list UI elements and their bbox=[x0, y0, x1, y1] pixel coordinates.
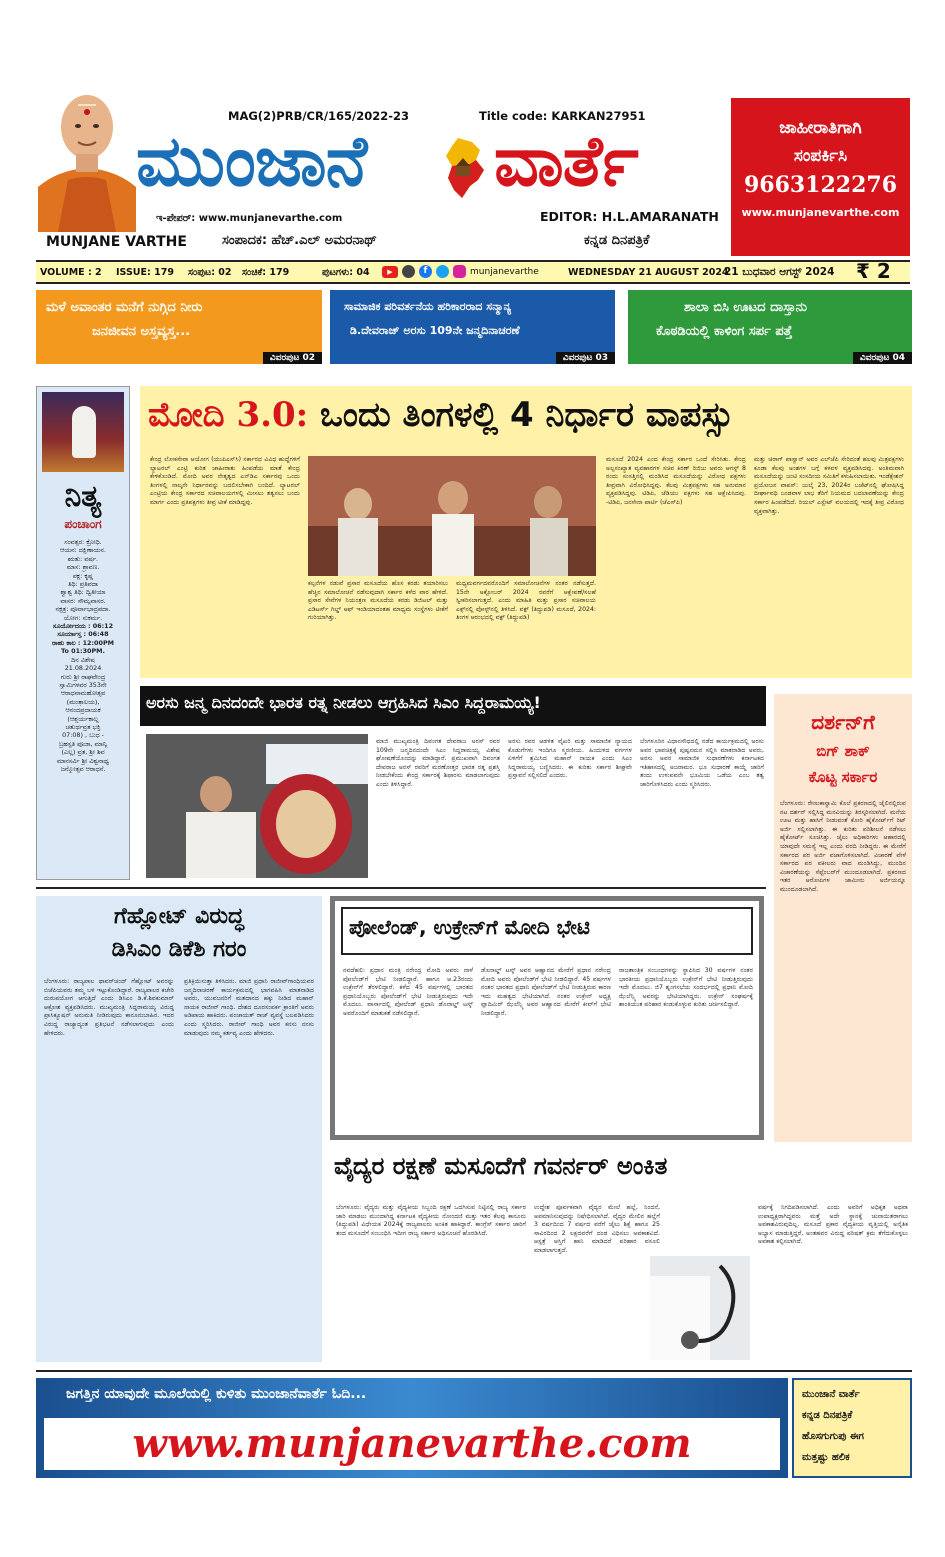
teaser-1-page: ವಿವರಪುಟ 02 bbox=[263, 352, 322, 364]
bharat-headline: ಅರಸು ಜನ್ಮ ದಿನದಂದೇ ಭಾರತ ರತ್ನ ನೀಡಲು ಆಗ್ರಹಿಸಿದ ಸಿಎಂ ಸಿದ್ದರಾಮಯ್ಯ! bbox=[140, 686, 766, 726]
bharat-column-2: ಅರಸು ರವರ ಆಡಳಿತ ವೈಖರಿ ಮತ್ತು ಸಾಮಾಜಿಕ ನ್ಯಾಯದ ಕೊಡುಗೆಗಳು ಇಂದಿಗೂ ಸ್ಮರಣೀಯ. ಹಿಂದುಳಿದ ವರ್ಗಗಳ ಏಳಿಗೆಗೆ ಶ್ರಮಿಸಿದ ಮಹಾನ್ ನಾಯಕ ಎಂದು ಸಿಎಂ ಸಿದ್ದರಾಮಯ್ಯ ಬಣ್ಣಿಸಿದರು. ಈ ಕುರಿತು ಸರ್ಕಾರ ಶೀಘ್ರವೇ ಪ್ರಸ್ತಾವನೆ ಸಲ್ಲಿಸಲಿದೆ ಎಂದರು. bbox=[508, 738, 632, 780]
volume: VOLUME : 2 bbox=[40, 267, 102, 278]
twitter-icon[interactable] bbox=[436, 265, 449, 278]
poland-headline: ಪೋಲೆಂಡ್, ಉಕ್ರೇನ್‌ಗೆ ಮೋದಿ ಭೇಟಿ bbox=[341, 907, 753, 955]
panchanga-line: ರಾಹು ಕಾಲ : 12:00PM bbox=[52, 638, 114, 647]
doctor-story bbox=[330, 1148, 912, 1362]
panchanga-line: ತಿಥಿ: ಪ್ರತಿಪದಾ bbox=[68, 580, 98, 589]
editor-kannada: ಸಂಪಾದಕ: ಹೆಚ್.ಎಲ್ ಅಮರನಾಥ್ bbox=[222, 233, 377, 248]
darshan-body: ಬೆಂಗಳೂರು: ರೇಣುಕಾಸ್ವಾಮಿ ಕೊಲೆ ಪ್ರಕರಣದಲ್ಲಿ ಜೈಲಿನಲ್ಲಿರುವ ನಟ ದರ್ಶನ್ ಸಲ್ಲಿಸಿದ್ದ ಮನವಿಯನ್ನು ತಿರಸ್ಕರಿಸಲಾಗಿದೆ. ಮನೆಯ ಊಟ ಮತ್ತು ಹಾಸಿಗೆ ನೀಡುವಂತೆ ಕೋರಿ ಹೈಕೋರ್ಟ್‌ಗೆ ರಿಟ್ ಅರ್ಜಿ ಸಲ್ಲಿಸಲಾಗಿತ್ತು. ಈ ಕುರಿತು ಪರಿಶೀಲನೆ ನಡೆಸಲು ಹೈಕೋರ್ಟ್ ಸೂಚಿಸಿತ್ತು. ಜೈಲು ಅಧಿಕಾರಿಗಳು ಆಹಾರದಲ್ಲಿ ಯಾವುದೇ ಸಮಸ್ಯೆ ಇಲ್ಲ ಎಂದು ವರದಿ ನೀಡಿದ್ದರು. ಈ ಮೇರೆಗೆ ಸರ್ಕಾರದ ಪರ ಅರ್ಜಿ ವಜಾಗೊಳಿಸಲಾಗಿದೆ. ವಿಚಾರಣೆ ವೇಳೆ ಸರ್ಕಾರದ ಪರ ವಕೀಲರು ವಾದ ಮಂಡಿಸಿದ್ದು, ಮುಂದಿನ ವಿಚಾರಣೆಯನ್ನು ಸೆಪ್ಟೆಂಬರ್‌ಗೆ ಮುಂದೂಡಲಾಗಿದೆ. ಪ್ರಕರಣದ ಇತರ ಆರೋಪಿಗಳ ಜಾಮೀನು ಅರ್ಜಿಯನ್ನೂ ಮುಂದೂಡಲಾಗಿದೆ. bbox=[780, 800, 906, 893]
section-divider bbox=[36, 887, 766, 889]
lead-headline-prefix: ಮೋದಿ 3.0: bbox=[148, 395, 309, 435]
epaper-url[interactable]: ಇ-ಪೇಪರ್: www.munjanevarthe.com bbox=[156, 213, 343, 224]
web-icon[interactable] bbox=[402, 265, 415, 278]
teaser-1[interactable] bbox=[36, 290, 322, 364]
pages: ಪುಟಗಳು: 04 bbox=[322, 267, 370, 278]
stethoscope-photo bbox=[650, 1256, 750, 1360]
ad-url[interactable]: www.munjanevarthe.com bbox=[741, 206, 900, 219]
poland-column-1: ನವದೆಹಲಿ: ಪ್ರಧಾನ ಮಂತ್ರಿ ನರೇಂದ್ರ ಮೋದಿ ಅವರು ನಾಳೆ ಪೋಲೆಂಡ್‌ಗೆ ಭೇಟಿ ನೀಡಲಿದ್ದಾರೆ. ಹಾಗೂ ಆ.23ರಂದು ಉಕ್ರೇನ್‌ಗೆ ತೆರಳಲಿದ್ದಾರೆ. ಕಳೆದ 45 ವರ್ಷಗಳಲ್ಲಿ ಭಾರತದ ಪ್ರಧಾನಿಯೊಬ್ಬರು ಪೋಲೆಂಡ್‌ಗೆ ಭೇಟಿ ನೀಡುತ್ತಿರುವುದು ಇದೇ ಮೊದಲು. ವಾರ್ಸಾದಲ್ಲಿ ಪೋಲೆಂಡ್ ಪ್ರಧಾನಿ ಡೊನಾಲ್ಡ್ ಟಸ್ಕ್ ಅವರೊಂದಿಗೆ ಮಾತುಕತೆ ನಡೆಸಲಿದ್ದಾರೆ. bbox=[343, 967, 473, 1017]
panchanga-line: ಆಯನ: ದಕ್ಷಿಣಾಯನ. bbox=[60, 546, 106, 555]
panchanga-line: ಶ್ವಾಶ್ವ ತಿಥಿ: ದ್ವಿತೀಯಾ bbox=[60, 588, 106, 597]
teaser-3-line-1: ಶಾಲಾ ಬಿಸಿ ಊಟದ ದಾಸ್ತಾನು bbox=[684, 300, 808, 315]
panchanga-line: 21.08.2024 bbox=[64, 664, 102, 673]
lead-column-2: ಕಲ್ಪನೆಗಳ ನಡುವೆ ಪ್ರಸಾರ ಮಸೂದೆಯ ಹೊಸ ಕರಡು ತಯಾರಿಸಲು ಹೆಚ್ಚಿನ ಸಮಾಲೋಚನೆ ನಡೆಸುವುದಾಗಿ ಸರ್ಕಾರ ಕಳೆದ ವಾರ ಹೇಳಿದೆ. ಪ್ರಸಾರ ಸೇವೆಗಳ ನಿಯಂತ್ರಣ ಮಸೂದೆಯ ಕರಡು ಡಿಜಿಟಲ್ ಮತ್ತು ಎಡಿಟರ್ಸ್ ಗಿಲ್ಡ್ ಆಫ್ ಇಂಡಿಯಾದಂತಹ ಮಾಧ್ಯಮ ಸಂಸ್ಥೆಗಳು ಟೀಕೆಗೆ ಗುರಿಯಾಗಿತ್ತು. bbox=[308, 580, 448, 622]
instagram-icon[interactable] bbox=[453, 265, 466, 278]
newspaper-title-left: ಮುಂಜಾನೆ bbox=[136, 120, 367, 202]
bharat-photo bbox=[146, 734, 368, 878]
panchanga-line: ಆರಾಧನಾಮಹೋತ್ಸವ bbox=[60, 689, 106, 698]
banner-line-1: ಜಗತ್ತಿನ ಯಾವುದೇ ಮೂಲೆಯಲ್ಲಿ ಕುಳಿತು ಮುಂಜಾನೆವಾರ್ತೆ ಓದಿ... bbox=[66, 1386, 367, 1402]
footer-banner[interactable] bbox=[36, 1378, 912, 1478]
panchanga-line: (ಮಂತ್ರಾಲಯ), bbox=[66, 697, 100, 706]
banner-side-3: ಹೊಸಗುಗುಪು ಈಗ bbox=[802, 1431, 864, 1442]
panchanga-line: ಆನಂದಪ್ರದಾಯಕ bbox=[65, 706, 101, 715]
swami-portrait bbox=[38, 82, 136, 232]
doctor-column-3: ವರ್ಷಕ್ಕೆ ನಿಗದಿಪಡಿಸಲಾಗಿದೆ. ಎಂದು ಅವರಿಗೆ ಅಧಿಕೃತ ಅಥವಾ ಉಪಾಧ್ಯಕ್ಷರಾಗಿದ್ದವರು ಮತ್ತೆ ಅದೇ ಸ್ಥಾನಕ್ಕೆ ಚುನಾಯಿತರಾಗಲು ಅವಕಾಶವಿರುವುದಿಲ್ಲ. ಮಸೂದೆ ಪ್ರಕಾರ ವೈದ್ಯಕೀಯ ವೃತ್ತಿಯಲ್ಲಿ ಅನೈತಿಕ ಅಭ್ಯಾಸ ಮಾಡುತ್ತಿದ್ದರೆ, ಅಂತಹವರ ವಿರುದ್ಧ ಪರಿಷತ್ ಕ್ರಮ ತೆಗೆದುಕೊಳ್ಳಲು ಅವಕಾಶ ಕಲ್ಪಿಸಲಾಗಿದೆ. bbox=[758, 1204, 908, 1246]
bharat-column-3: ಬೆಂಗಳೂರಿನ ವಿಧಾನಸೌಧದಲ್ಲಿ ನಡೆದ ಕಾರ್ಯಕ್ರಮದಲ್ಲಿ ಅರಸು ಅವರ ಭಾವಚಿತ್ರಕ್ಕೆ ಪುಷ್ಪನಮನ ಸಲ್ಲಿಸಿ ಮಾತನಾಡಿದ ಅವರು, ಅರಸು ಅವರ ಸಾಮಾಜಿಕ ಸುಧಾರಣೆಗಳು ಕರ್ನಾಟಕದ ಇತಿಹಾಸದಲ್ಲಿ ಅಜರಾಮರ. ಭೂ ಸುಧಾರಣೆ ಕಾಯ್ದೆ ಜಾರಿಗೆ ತಂದು ಉಳುವವನೇ ಭೂಮಿಯ ಒಡೆಯ ಎಂಬ ತತ್ವ ಜಾರಿಗೊಳಿಸಿದರು ಎಂದು ಸ್ಮರಿಸಿದರು. bbox=[640, 738, 764, 788]
poland-story bbox=[330, 896, 764, 1140]
brand-english: MUNJANE VARTHE bbox=[46, 234, 187, 250]
banner-side-2: ಕನ್ನಡ ದಿನಪತ್ರಿಕೆ bbox=[802, 1410, 853, 1421]
lead-photo bbox=[308, 456, 596, 576]
lead-column-1: ಕೇಂದ್ರ ಲೋಕಸೇವಾ ಆಯೋಗ (ಯುಪಿಎಸ್‌ಸಿ) ಸರ್ಕಾರದ ವಿವಿಧ ಹುದ್ದೆಗಳಿಗೆ ಲ್ಯಾಟರಲ್ ಎಂಟ್ರಿ ಕುರಿತ ಜಾಹೀರಾತು ಹಿಂಪಡೆಯ ಮಾತೆ ಕೇಂದ್ರ ಕೇಳಿಕೊಂಡಿದೆ. ಮೋದಿ ಅವರ ನೇತೃತ್ವದ ಎನ್‌ಡಿಎ ಸರ್ಕಾರವು ಒಂದು ತಿಂಗಳಲ್ಲಿ ನಾಲ್ಕನೇ ನಿರ್ಧಾರವನ್ನು ಬದಲಿಸಬೇಕಾಗಿ ಬಂದಿದೆ. ಲ್ಯಾಟರಲ್ ಎಂಟ್ರಿಯ ಕೇಂದ್ರ ಸರ್ಕಾರದ ಸಚಿವಾಲಯಗಳಲ್ಲಿ ಮೀಸಲು ತತ್ವಸಲು ಬಂದು ಮಾರ್ಗ ಎಂದು ಪ್ರತಿಪಕ್ಷಗಳು ತೀವ್ರ ಟೀಕೆ ಮಾಡಿದ್ದವು. bbox=[150, 456, 300, 506]
banner-side bbox=[792, 1378, 912, 1478]
gehlot-story bbox=[36, 896, 322, 1362]
panchanga-line: ದಿನ ವಿಶೇಷ bbox=[71, 655, 95, 664]
issue-kannada: ಸಂಚಿಕೆ: 179 bbox=[242, 267, 290, 278]
bharat-column-1: ಮಾಜಿ ಮುಖ್ಯಮಂತ್ರಿ ದಿವಂಗತ ದೇವರಾಜ ಅರಸ್ ರವರ 109ನೇ ಜನ್ಮದಿನದಂದೇ ಸಿಎಂ ಸಿದ್ದರಾಮಯ್ಯ ವಿಶೇಷ ಘೋಷಣೆಯೊಂದನ್ನು ಮಾಡಿದ್ದಾರೆ. ಪ್ರಮುಖವಾಗಿ ದಿವಂಗತ ದೇವರಾಜ ಅರಸ್ ರವರಿಗೆ ಮರಣೋತ್ತರ ಭಾರತ ರತ್ನ ಪ್ರಶಸ್ತಿ ನೀಡಬೇಕೆಂದು ಕೇಂದ್ರ ಸರ್ಕಾರಕ್ಕೆ ಶಿಫಾರಸು ಮಾಡಲಾಗುವುದು ಎಂದು ತಿಳಿಸಿದ್ದಾರೆ. bbox=[376, 738, 500, 788]
editor-english: EDITOR: H.L.AMARANATH bbox=[540, 209, 719, 224]
panchanga-line: ಸೂರ್ಯಾಸ್ತ : 06:48 bbox=[57, 630, 109, 639]
date-kannada: 21 ಬುಧವಾರ ಆಗಸ್ಟ್ 2024 bbox=[724, 266, 835, 278]
date-english: WEDNESDAY 21 AUGUST 2024 bbox=[568, 267, 729, 278]
volume-kannada: ಸಂಪುಟ: 02 bbox=[188, 267, 232, 278]
banner-side-4: ಮತ್ತಷ್ಟು ಹಲಿಕ bbox=[802, 1452, 850, 1463]
price: ₹ 2 bbox=[856, 259, 891, 283]
panchanga-line: ಸ್ವಾಮಿಗಳವರ 353ನೇ bbox=[59, 680, 107, 689]
panchanga-line: (ಎಲ್ಲ) ವ್ರತ, ಶ್ರೀ ಶಿವ bbox=[61, 748, 105, 757]
gehlot-column-2: ಪ್ರತಿಕ್ರಿಯಿಸುತ್ತಾ ತಿಳಿಸಿದರು. ಮಾಜಿ ಪ್ರಧಾನಿ ರಾಜೀವ್‌ಗಾಂಧಿಯವರ ಜನ್ಮದಿನಾಚರಣೆ ಕಾರ್ಯಕ್ರಮದಲ್ಲಿ ಭಾಗವಹಿಸಿ ಮಾತನಾಡಿದ ಅವರು, ಯುವಜನರಿಗೆ ಮತದಾನದ ಹಕ್ಕು ನೀಡಿದ ಮಹಾನ್ ನಾಯಕ ರಾಜೀವ್ ಗಾಂಧಿ. ದೇಶದ ದೂರಸಂಪರ್ಕ ಕ್ರಾಂತಿಗೆ ಅವರು ಅಡಿಪಾಯ ಹಾಕಿದರು. ಪಂಚಾಯತ್ ರಾಜ್ ವ್ಯವಸ್ಥೆ ಬಲಪಡಿಸಿದರು ಎಂದು ಸ್ಮರಿಸಿದರು. ರಾಜೀವ್ ಗಾಂಧಿ ಅವರ ಕನಸು ನನಸು ಮಾಡುವುದು ನಮ್ಮ ಕರ್ತವ್ಯ ಎಂದು ಹೇಳಿದರು. bbox=[184, 978, 314, 1037]
youtube-icon[interactable]: ▶ bbox=[382, 266, 398, 278]
footer-divider bbox=[36, 1370, 912, 1372]
teaser-2-page: ವಿವರಪುಟ 03 bbox=[556, 352, 615, 364]
panchanga-line: To 01:30PM. bbox=[61, 647, 105, 656]
panchanga-column bbox=[36, 386, 130, 880]
panchanga-line: ಮಾನಸರ್ವಿ ಶ್ರೀ ವಿಶ್ವನಾಥ್ವ bbox=[56, 756, 110, 765]
panchanga-title-1: ನಿತ್ಯ bbox=[64, 479, 102, 514]
advertisement-box[interactable] bbox=[731, 98, 910, 256]
poland-column-2: ಡೊನಾಲ್ಡ್ ಟಸ್ಕ್ ಅವರ ಆಹ್ವಾನದ ಮೇರೆಗೆ ಪ್ರಧಾನ ನರೇಂದ್ರ ಮೋದಿ ಅವರು ಪೋಲೆಂಡ್‌ಗೆ ಭೇಟಿ ನೀಡಲಿದ್ದಾರೆ. 45 ವರ್ಷಗಳ ನಂತರ ಭಾರತದ ಪ್ರಧಾನಿ ಪೋಲೆಂಡ್‌ಗೆ ಭೇಟಿ ನೀಡುತ್ತಿರುವ ಕಾರಣ ಇದು ಮಹತ್ವದ ಭೇಟಿಯಾಗಿದೆ. ನಂತರ ಉಕ್ರೇನ್ ಅಧ್ಯಕ್ಷ ವ್ಲಾದಿಮಿರ್ ಝೆಲೆನ್ಸ್ಕಿ ಅವರ ಆಹ್ವಾನದ ಮೇರೆಗೆ ಕೀವ್‌ಗೆ ಭೇಟಿ ನೀಡಲಿದ್ದಾರೆ. bbox=[481, 967, 611, 1017]
panchanga-line: ಬ್ರಹಸ್ಪತಿ ಪೂಜಾ, ಮಾನ್ಯಿ bbox=[58, 739, 108, 748]
issue: ISSUE: 179 bbox=[116, 267, 174, 278]
deity-image bbox=[42, 392, 124, 472]
teaser-3-line-2: ಕೊಠಡಿಯಲ್ಲಿ ಕಾಳಿಂಗ ಸರ್ಪ ಪತ್ತೆ bbox=[656, 324, 793, 339]
info-bar bbox=[36, 260, 910, 284]
lead-story bbox=[140, 386, 912, 678]
teaser-1-line-2: ಜನಜೀವನ ಅಸ್ತವ್ಯಸ್ತ... bbox=[92, 324, 191, 339]
banner-side-1: ಮುಂಜಾನೆ ವಾರ್ತೆ bbox=[802, 1389, 860, 1400]
panchanga-line: (ಆಶ್ಚರ್ಯಕಾಲ್ನ bbox=[67, 714, 99, 723]
darshan-line-1: ದರ್ಶನ್‌ಗೆ bbox=[811, 710, 875, 734]
panchanga-line: ಜನ್ಮೋತ್ಸವ ಆರಾಧನೆ. bbox=[60, 764, 106, 773]
facebook-icon[interactable]: f bbox=[419, 265, 432, 278]
gehlot-column-1: ಬೆಂಗಳೂರು: ರಾಜ್ಯಪಾಲ ಥಾವರ್‌ಚಂದ್ ಗೆಹ್ಲೋಟ್ ಅವರನ್ನು ಬಿಜೆಪಿಯವರು ತಮ್ಮ ಬಳಿ ಇಟ್ಟುಕೊಂಡಿದ್ದಾರೆ. ರಾಜ್ಯಪಾಲರ ಕಚೇರಿ ದುರುಪಯೋಗ ಆಗುತ್ತಿದೆ ಎಂದು ಡಿಸಿಎಂ ಡಿ.ಕೆ.ಶಿವಕುಮಾರ್ ಆಕ್ರೋಶ ವ್ಯಕ್ತಪಡಿಸಿದರು. ಮುಖ್ಯಮಂತ್ರಿ ಸಿದ್ದರಾಮಯ್ಯ ವಿರುದ್ಧ ಪ್ರಾಸಿಕ್ಯೂಷನ್ ಅನುಮತಿ ನೀಡಿರುವುದು ಕಾನೂನುಬಾಹಿರ. ಇದರ ವಿರುದ್ಧ ರಾಜ್ಯಾದ್ಯಂತ ಪ್ರತಿಭಟನೆ ನಡೆಸಲಾಗುವುದು ಎಂದು ಹೇಳಿದರು. bbox=[44, 978, 174, 1037]
teaser-2-line-1: ಸಾಮಾಜಿಕ ಪರಿವರ್ತನೆಯ ಹರಿಕಾರರಾದ ಸನ್ಮಾನ್ಯ bbox=[344, 300, 512, 313]
karnataka-map-logo bbox=[440, 136, 490, 200]
panchanga-line: ಗುರು ಶ್ರೀ ರಾಘವೇಂದ್ರ bbox=[60, 672, 106, 681]
panchanga-title-2: ಪಂಚಾಂಗ bbox=[64, 517, 102, 531]
lead-column-4: ಮಸೂದೆ 2024 ಎಂದ ಕೇಂದ್ರ ಸರ್ಕಾರ ಒಂದೆ ಸೇರಿಸಿತು. ಕೇಂದ್ರ ಅಲ್ಪಸಂಖ್ಯಾತ ವ್ಯವಹಾರಗಳ ಸಚಿವ ಕಿರಣ್ ರಿಜಿಜು ಅವರು ಆಗಸ್ಟ್ 8 ರಂದು ಸಂಸತ್ತಿನಲ್ಲಿ ಮಂಡಿಸಿದ ಮಸೂದೆಯನ್ನು ವಿರೋಧ ಪಕ್ಷಗಳು ತೀವ್ರವಾಗಿ ವಿರೋಧಿಸಿದ್ದವು. ಕೆಲವು ಮಿತ್ರಪಕ್ಷಗಳು ಸಹ ಅನುಮಾನ ವ್ಯಕ್ತಪಡಿಸಿದ್ದವು. ಟಿಡಿಪಿ, ಜೆಡಿಯು ಪಕ್ಷಗಳು ಸಹ ಆಕ್ಷೇಪಿಸಿದವು. -ಟಿಡಿಪಿ, ಜನಸೇನಾ ಪಾರ್ಟಿ (ಜೆಎಸ್‌ಪಿ) bbox=[606, 456, 746, 506]
teaser-3-page: ವಿವರಪುಟ 04 bbox=[853, 352, 912, 364]
darshan-line-3: ಕೊಟ್ಟ ಸರ್ಕಾರ bbox=[808, 768, 878, 786]
registration-number: MAG(2)PRB/CR/165/2022-23 bbox=[228, 109, 410, 123]
teaser-1-line-1: ಮಳೆ ಅವಾಂತರ ಮನೆಗೆ ನುಗ್ಗಿದ ನೀರು bbox=[46, 300, 203, 315]
gehlot-line-1: ಗೆಹ್ಲೋಟ್ ವಿರುದ್ಧ bbox=[114, 904, 244, 929]
gehlot-line-2: ಡಿಸಿಎಂ ಡಿಕೆಶಿ ಗರಂ bbox=[111, 937, 247, 962]
doctor-column-2: ಉದ್ದೇಶ ಪೂರ್ವಕವಾಗಿ ವೈದ್ಯರ ಮೇಲೆ ಹಲ್ಲೆ, ನಿಂದನೆ, ಅವಮಾನಿಸುವುದನ್ನು ನಿಷೇಧಿಸಲಾಗಿದೆ. ವೈದ್ಯರ ಮೇಲಿನ ಹಲ್ಲೆಗೆ 3 ವರ್ಷದಿಂದ 7 ವರ್ಷದ ವರೆಗೆ ಜೈಲು ಶಿಕ್ಷೆ ಹಾಗೂ 25 ಸಾವಿರದಿಂದ 2 ಲಕ್ಷದವರೆಗೆ ದಂಡ ವಿಧಿಸಲು ಅವಕಾಶವಿದೆ. ಆಸ್ಪತ್ರೆ ಆಸ್ತಿಗೆ ಹಾನಿ ಮಾಡಿದರೆ ಪರಿಹಾರ ವಸೂಲಿ ಮಾಡಲಾಗುತ್ತದೆ. bbox=[534, 1204, 660, 1254]
panchanga-details bbox=[37, 538, 129, 773]
panchanga-line: 07:08) , ಬುಧ - bbox=[62, 731, 104, 740]
doctor-headline: ವೈದ್ಯರ ರಕ್ಷಣೆ ಮಸೂದೆಗೆ ಗವರ್ನರ್ ಅಂಕಿತ bbox=[334, 1152, 668, 1180]
banner-url[interactable]: www.munjanevarthe.com bbox=[132, 1420, 692, 1467]
lead-headline-main: ಒಂದು ತಿಂಗಳಲ್ಲಿ 4 ನಿರ್ಧಾರ ವಾಪಸ್ಸು bbox=[320, 395, 734, 435]
panchanga-line: ಚತುರ್ಥವ್ರತ ಭಕ್ತಿ bbox=[65, 722, 101, 731]
ad-phone: 9663122276 bbox=[743, 172, 898, 198]
poland-column-3: ರಾಜತಾಂತ್ರಿಕ ಸಂಬಂಧಗಳನ್ನು ಸ್ಥಾಪಿಸಿದ 30 ವರ್ಷಗಳ ನಂತರ ಭಾರತೀಯ ಪ್ರಧಾನಿಯೊಬ್ಬರು ಉಕ್ರೇನ್‌ಗೆ ಭೇಟಿ ನೀಡುತ್ತಿರುವುದು ಇದೇ ಮೊದಲು. ಜಿ7 ಶೃಂಗಸಭೆಯ ಸಂದರ್ಭದಲ್ಲಿ ಪ್ರಧಾನಿ ಮೋದಿ ಝೆಲೆನ್ಸ್ಕಿ ಅವರನ್ನು ಭೇಟಿಯಾಗಿದ್ದರು. ಉಕ್ರೇನ್ ಸಂಘರ್ಷಕ್ಕೆ ಶಾಂತಿಯುತ ಪರಿಹಾರ ಕಂಡುಕೊಳ್ಳುವ ಕುರಿತು ಚರ್ಚಿಸಲಿದ್ದಾರೆ. bbox=[619, 967, 753, 1009]
banner-url-strip bbox=[44, 1418, 780, 1470]
tagline: ಕನ್ನಡ ದಿನಪತ್ರಿಕೆ bbox=[584, 233, 650, 248]
teaser-2-line-2: ಡಿ.ದೇವರಾಜ್ ಅರಸು 109ನೇ ಜನ್ಮದಿನಾಚರಣೆ bbox=[350, 324, 520, 337]
social-handle[interactable]: munjanevarthe bbox=[470, 267, 539, 277]
teaser-2[interactable] bbox=[330, 290, 615, 364]
banner-main[interactable] bbox=[36, 1378, 788, 1478]
panchanga-line: ಪಕ್ಷ: ಕೃಷ್ಣ bbox=[72, 571, 94, 580]
ad-line-2: ಸಂಪರ್ಕಿಸಿ bbox=[793, 146, 848, 166]
panchanga-line: ಸಂವತ್ಸರ: ಕ್ರೋಧಿ. bbox=[64, 538, 102, 546]
bharat-story bbox=[140, 686, 766, 880]
darshan-story bbox=[774, 694, 912, 1142]
panchanga-line: ನಕ್ಷತ್ರ: ಪೂರ್ವಾಭಾದ್ರಪದಾ. bbox=[55, 605, 111, 614]
panchanga-line: ವಾಸರ: ಸೌಮ್ಯವಾಸರ. bbox=[60, 596, 106, 605]
panchanga-line: ಋತು: ವರ್ಷ. bbox=[67, 554, 99, 563]
ad-line-1: ಜಾಹೀರಾತಿಗಾಗಿ bbox=[779, 118, 862, 138]
darshan-line-2: ಬಿಗ್ ಶಾಕ್ bbox=[816, 742, 870, 760]
panchanga-line: ಮಾಸ: ಶ್ರಾವಣ. bbox=[66, 563, 100, 572]
title-code: Title code: KARKAN27951 bbox=[479, 109, 646, 123]
newspaper-title-right: ವಾರ್ತೆ bbox=[494, 120, 638, 202]
lead-column-3: ಮಧ್ಯಮವರ್ಗದವರೊಂದಿಗೆ ಸಮಾಲೋಚನೆಗಳ ನಂತರ ನಡೆಸುತ್ತದೆ. 15ನೇ ಅಕ್ಟೋಬರ್ 2024 ರವರೆಗೆ ಆಕ್ಷೇಪಣೆ/ಸಲಹೆ ಸ್ವೀಕರಿಸಲಾಗುತ್ತದೆ. ಎಂದು ಮಾಹಿತಿ ಮತ್ತು ಪ್ರಸಾರ ಸಚಿವಾಲಯ ಎಕ್ಸ್‌ನಲ್ಲಿ ಪೋಸ್ಟ್‌ನಲ್ಲಿ ತಿಳಿಸಿದೆ. ವಕ್ಫ್ (ತಿದ್ದುಪಡಿ) ಮಸೂದೆ, 2024: ತಿಂಗಳ ಆರಂಭದಲ್ಲಿ ವಕ್ಫ್ (ತಿದ್ದುಪಡಿ) bbox=[456, 580, 596, 622]
panchanga-line: ಯೋಗ: ಸುಕರ್ಮ. bbox=[63, 613, 103, 622]
panchanga-line: ಸೂರ್ಯೋದಯ : 06:12 bbox=[52, 622, 114, 631]
lead-headline bbox=[148, 392, 734, 438]
doctor-column-1: ಬೆಂಗಳೂರು: ವೈದ್ಯರು ಮತ್ತು ವೈದ್ಯಕೀಯ ಸಿಬ್ಬಂದಿ ರಕ್ಷಣೆ ಒದಗಿಸುವ ನಿಟ್ಟಿನಲ್ಲಿ ರಾಜ್ಯ ಸರ್ಕಾರ ಜಾರಿ ಮಾಡಲು ಮುಂದಾಗಿದ್ದ ಕರ್ನಾಟಕ ವೈದ್ಯಕೀಯ ನೋಂದಣಿ ಮತ್ತು ಇತರ ಕೆಲವು ಕಾನೂನು (ತಿದ್ದುಪಡಿ) ವಿಧೇಯಕ 2024ಕ್ಕೆ ರಾಜ್ಯಪಾಲರು ಅಂಕಿತ ಹಾಕಿದ್ದಾರೆ. ಕಾಂಗ್ರೆಸ್ ಸರ್ಕಾರ ಜಾರಿಗೆ ತಂದ ಮಸೂದೆಗೆ ಸಂಬಂಧಿಸಿ ಇದೀಗ ರಾಜ್ಯ ಸರ್ಕಾರ ಅಧಿಸೂಚನೆ ಹೊರಡಿಸಿದೆ. bbox=[336, 1204, 526, 1237]
lead-column-5: ಮತ್ತು ಚಿರಾಗ್ ಪಾಸ್ವಾನ್ ಅವರ ಎಲ್‌ಜೆಪಿ ಸೇರಿದಂತೆ ಹಲವು ಮಿತ್ರಪಕ್ಷಗಳು ಕೂಡಾ ಕೆಲವು ಅಂಶಗಳ ಬಗ್ಗೆ ಕಳವಳ ವ್ಯಕ್ತಪಡಿಸಿದವು. ಅಂತಿಮವಾಗಿ ಮಸೂದೆಯನ್ನು ಜಂಟಿ ಸಂಸದೀಯ ಸಮಿತಿಗೆ ಕಳುಹಿಸಲಾಯಿತು. ಇಂಡೆಕ್ಸೇಶನ್ ಪ್ರಯೋಜನ ವಾಪಸ್: ಜುಲೈ 23, 2024ರ ಬಜೆಟ್‌ನಲ್ಲಿ ಘೋಷಿಸಿದ್ದ ದೀರ್ಘಾವಧಿ ಬಂಡವಾಳ ಲಾಭ ತೆರಿಗೆ ನಿಯಮದ ಬದಲಾವಣೆಯನ್ನು ಕೇಂದ್ರ ಸರ್ಕಾರ ಹಿಂಪಡೆದಿದೆ. ರಿಯಲ್ ಎಸ್ಟೇಟ್ ವಲಯದಲ್ಲಿ ಇದಕ್ಕೆ ತೀವ್ರ ವಿರೋಧ ವ್ಯಕ್ತವಾಗಿತ್ತು. bbox=[754, 456, 904, 515]
teaser-3[interactable] bbox=[628, 290, 912, 364]
